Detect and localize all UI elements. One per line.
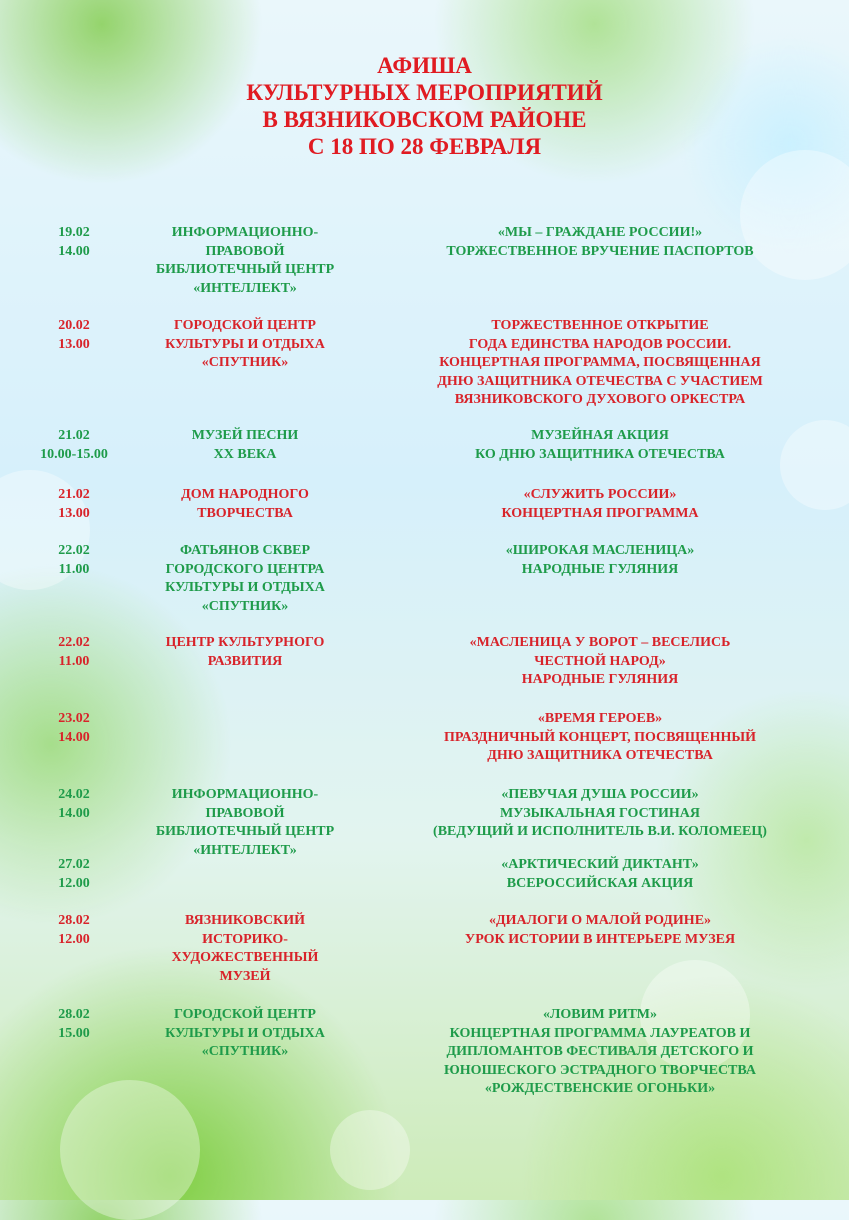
venue-line: БИБЛИОТЕЧНЫЙ ЦЕНТР [155, 262, 335, 277]
event-date: 22.02 [58, 635, 90, 650]
description-line: «МЫ – ГРАЖДАНЕ РОССИИ!» [497, 225, 703, 240]
event-date: 21.02 [58, 487, 90, 502]
description-line: ТОРЖЕСТВЕННОЕ ВРУЧЕНИЕ ПАСПОРТОВ [446, 243, 754, 259]
venue-line: ИНФОРМАЦИОННО- [171, 787, 319, 802]
venue-line: ГОРОДСКОГО ЦЕНТРА [165, 561, 325, 577]
description-line: ГОДА ЕДИНСТВА НАРОДОВ РОССИИ. [468, 336, 732, 352]
description-line: ПРАЗДНИЧНЫЙ КОНЦЕРТ, ПОСВЯЩЕННЫЙ [443, 729, 757, 745]
event-datetime [30, 856, 118, 893]
event-date: 22.02 [58, 543, 90, 558]
venue-line: «СПУТНИК» [201, 598, 289, 614]
venue-line: ГОРОДСКОЙ ЦЕНТР [174, 318, 316, 333]
venue-line: КУЛЬТУРЫ И ОТДЫХА [165, 1025, 325, 1041]
venue-line: ГОРОДСКОЙ ЦЕНТР [174, 1007, 316, 1022]
venue-line: ФАТЬЯНОВ СКВЕР [179, 543, 311, 558]
venue-line: ТВОРЧЕСТВА [197, 505, 293, 521]
event-venue [130, 542, 360, 616]
event-time: 13.00 [58, 336, 90, 352]
description-line: ТОРЖЕСТВЕННОЕ ОТКРЫТИЕ [491, 318, 709, 333]
event-description [395, 224, 805, 261]
venue-line: «СПУТНИК» [201, 355, 289, 370]
venue-line: ИСТОРИКО- [202, 931, 288, 947]
description-line: КОНЦЕРТНАЯ ПРОГРАММА ЛАУРЕАТОВ И [449, 1025, 751, 1041]
event-time: 11.00 [58, 653, 90, 669]
bokeh-decoration [60, 1080, 200, 1220]
event-datetime [30, 224, 118, 261]
poster-title [0, 52, 849, 160]
description-line: ДНЮ ЗАЩИТНИКА ОТЕЧЕСТВА [487, 748, 713, 763]
event-date: 23.02 [58, 711, 90, 726]
event-time: 11.00 [58, 561, 90, 577]
venue-line: КУЛЬТУРЫ И ОТДЫХА [165, 580, 325, 595]
event-description [395, 542, 805, 579]
venue-line: ДОМ НАРОДНОГО [181, 487, 309, 502]
event-time: 14.00 [58, 729, 90, 745]
description-line: КОНЦЕРТНАЯ ПРОГРАММА, ПОСВЯЩЕННАЯ [439, 355, 761, 370]
event-description [395, 634, 805, 690]
title-line-2: КУЛЬТУРНЫХ МЕРОПРИЯТИЙ [246, 80, 603, 105]
event-datetime [30, 317, 118, 354]
event-datetime [30, 486, 118, 523]
description-line: УРОК ИСТОРИИ В ИНТЕРЬЕРЕ МУЗЕЯ [464, 931, 736, 947]
venue-line: МУЗЕЙ ПЕСНИ [191, 428, 299, 443]
event-datetime [30, 786, 118, 823]
description-line: МУЗЫКАЛЬНАЯ ГОСТИНАЯ [499, 805, 701, 821]
title-line-1: АФИША [377, 53, 472, 78]
description-line: НАРОДНЫЕ ГУЛЯНИЯ [521, 561, 679, 577]
description-line: «МАСЛЕНИЦА У ВОРОТ – ВЕСЕЛИСЬ [469, 635, 731, 650]
description-line: «СЛУЖИТЬ РОССИИ» [523, 487, 677, 502]
description-line: «АРКТИЧЕСКИЙ ДИКТАНТ» [501, 857, 699, 872]
venue-line: РАЗВИТИЯ [207, 653, 283, 669]
description-line: (ВЕДУЩИЙ И ИСПОЛНИТЕЛЬ В.И. КОЛОМЕЕЦ) [433, 824, 767, 839]
description-line: «ШИРОКАЯ МАСЛЕНИЦА» [505, 543, 695, 558]
event-datetime [30, 427, 118, 464]
event-datetime [30, 710, 118, 747]
event-venue [130, 317, 360, 373]
event-date: 28.02 [58, 1007, 90, 1022]
description-line: МУЗЕЙНАЯ АКЦИЯ [531, 428, 669, 443]
venue-line: XX ВЕКА [213, 446, 277, 462]
description-line: ЮНОШЕСКОГО ЭСТРАДНОГО ТВОРЧЕСТВА [444, 1062, 756, 1078]
description-line: КО ДНЮ ЗАЩИТНИКА ОТЕЧЕСТВА [475, 446, 725, 462]
description-line: НАРОДНЫЕ ГУЛЯНИЯ [521, 672, 679, 687]
title-line-4: С 18 ПО 28 ФЕВРАЛЯ [307, 134, 542, 159]
event-venue [130, 486, 360, 523]
event-description [395, 486, 805, 523]
description-line: ВСЕРОССИЙСКАЯ АКЦИЯ [506, 875, 694, 891]
event-time: 12.00 [58, 931, 90, 947]
description-line: «ЛОВИМ РИТМ» [542, 1007, 658, 1022]
event-description [395, 912, 805, 949]
event-description [395, 427, 805, 464]
event-datetime [30, 1006, 118, 1043]
event-time: 10.00-15.00 [40, 446, 108, 462]
event-date: 21.02 [58, 428, 90, 443]
event-venue [130, 912, 360, 986]
venue-line: ПРАВОВОЙ [205, 243, 285, 259]
venue-line: МУЗЕЙ [219, 968, 271, 984]
venue-line: ЦЕНТР КУЛЬТУРНОГО [165, 635, 325, 650]
event-time: 13.00 [58, 505, 90, 521]
event-venue [130, 786, 360, 860]
description-line: «ПЕВУЧАЯ ДУША РОССИИ» [501, 787, 699, 802]
description-line: ДИПЛОМАНТОВ ФЕСТИВАЛЯ ДЕТСКОГО И [446, 1044, 754, 1059]
venue-line: ХУДОЖЕСТВЕННЫЙ [171, 950, 319, 965]
event-venue [130, 1006, 360, 1062]
description-line: ВЯЗНИКОВСКОГО ДУХОВОГО ОРКЕСТРА [454, 392, 746, 407]
event-description [395, 710, 805, 766]
event-description [395, 856, 805, 893]
venue-line: КУЛЬТУРЫ И ОТДЫХА [165, 336, 325, 352]
description-line: ДНЮ ЗАЩИТНИКА ОТЕЧЕСТВА С УЧАСТИЕМ [437, 373, 763, 389]
event-description [395, 1006, 805, 1099]
venue-line: БИБЛИОТЕЧНЫЙ ЦЕНТР [155, 824, 335, 839]
event-datetime [30, 912, 118, 949]
event-date: 20.02 [58, 318, 90, 333]
event-time: 15.00 [58, 1025, 90, 1041]
title-line-3: В ВЯЗНИКОВСКОМ РАЙОНЕ [262, 107, 587, 132]
venue-line: ПРАВОВОЙ [205, 805, 285, 821]
event-time: 14.00 [58, 243, 90, 259]
description-line: ЧЕСТНОЙ НАРОД» [534, 653, 666, 669]
event-datetime [30, 634, 118, 671]
description-line: «РОЖДЕСТВЕНСКИЕ ОГОНЬКИ» [484, 1081, 716, 1096]
bokeh-decoration [330, 1110, 410, 1190]
event-venue [130, 224, 360, 298]
event-time: 12.00 [58, 875, 90, 891]
event-venue [130, 427, 360, 464]
description-line: КОНЦЕРТНАЯ ПРОГРАММА [501, 505, 699, 521]
event-date: 24.02 [58, 787, 90, 802]
event-date: 28.02 [58, 913, 90, 928]
event-date: 27.02 [58, 857, 90, 872]
event-date: 19.02 [58, 225, 90, 240]
venue-line: ВЯЗНИКОВСКИЙ [185, 913, 305, 928]
event-venue [130, 634, 360, 671]
description-line: «ВРЕМЯ ГЕРОЕВ» [537, 711, 663, 726]
venue-line: «ИНТЕЛЛЕКТ» [193, 280, 297, 296]
event-time: 14.00 [58, 805, 90, 821]
venue-line: «ИНТЕЛЛЕКТ» [193, 842, 297, 858]
event-description [395, 317, 805, 410]
description-line: «ДИАЛОГИ О МАЛОЙ РОДИНЕ» [488, 913, 712, 928]
venue-line: ИНФОРМАЦИОННО- [171, 225, 319, 240]
event-datetime [30, 542, 118, 579]
venue-line: «СПУТНИК» [201, 1044, 289, 1059]
event-description [395, 786, 805, 842]
